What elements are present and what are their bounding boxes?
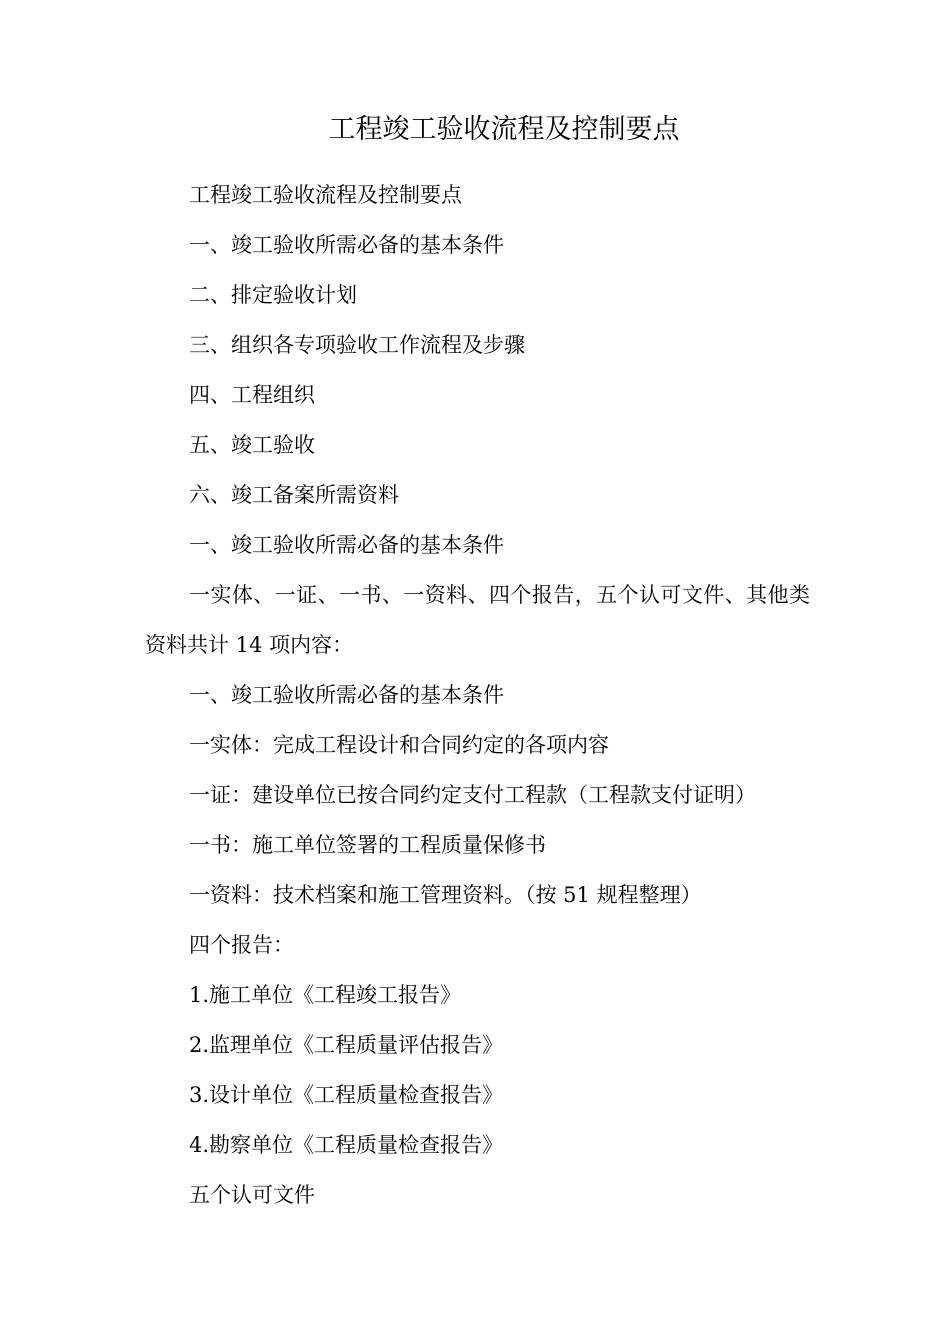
paragraph: 四个报告： <box>189 933 294 957</box>
paragraph: 三、组织各专项验收工作流程及步骤 <box>189 333 525 357</box>
paragraph: 一证：建设单位已按合同约定支付工程款（工程款支付证明） <box>189 783 756 807</box>
paragraph: 四、工程组织 <box>189 383 315 407</box>
paragraph: 一、竣工验收所需必备的基本条件 <box>189 233 504 257</box>
paragraph: 六、竣工备案所需资料 <box>189 483 399 507</box>
document-title: 工程竣工验收流程及控制要点 <box>328 114 680 145</box>
paragraph: 4.勘察单位《工程质量检查报告》 <box>189 1133 504 1157</box>
paragraph: 二、排定验收计划 <box>189 283 357 307</box>
paragraph: 2.监理单位《工程质量评估报告》 <box>189 1033 504 1057</box>
paragraph: 五个认可文件 <box>189 1183 315 1207</box>
paragraph: 一实体：完成工程设计和合同约定的各项内容 <box>189 733 609 757</box>
paragraph: 一实体、一证、一书、一资料、四个报告，五个认可文件、其他类资料共计 14 项内容： <box>145 583 810 657</box>
paragraph: 一、竣工验收所需必备的基本条件 <box>189 683 504 707</box>
paragraph: 1.施工单位《工程竣工报告》 <box>189 983 462 1007</box>
document-body <box>145 170 810 1220</box>
paragraph: 一书：施工单位签署的工程质量保修书 <box>189 833 546 857</box>
paragraph: 五、竣工验收 <box>189 433 315 457</box>
paragraph: 一、竣工验收所需必备的基本条件 <box>189 533 504 557</box>
paragraph: 工程竣工验收流程及控制要点 <box>189 183 462 207</box>
paragraph: 一资料：技术档案和施工管理资料。（按 51 规程整理） <box>189 883 702 907</box>
paragraph: 3.设计单位《工程质量检查报告》 <box>189 1083 504 1107</box>
